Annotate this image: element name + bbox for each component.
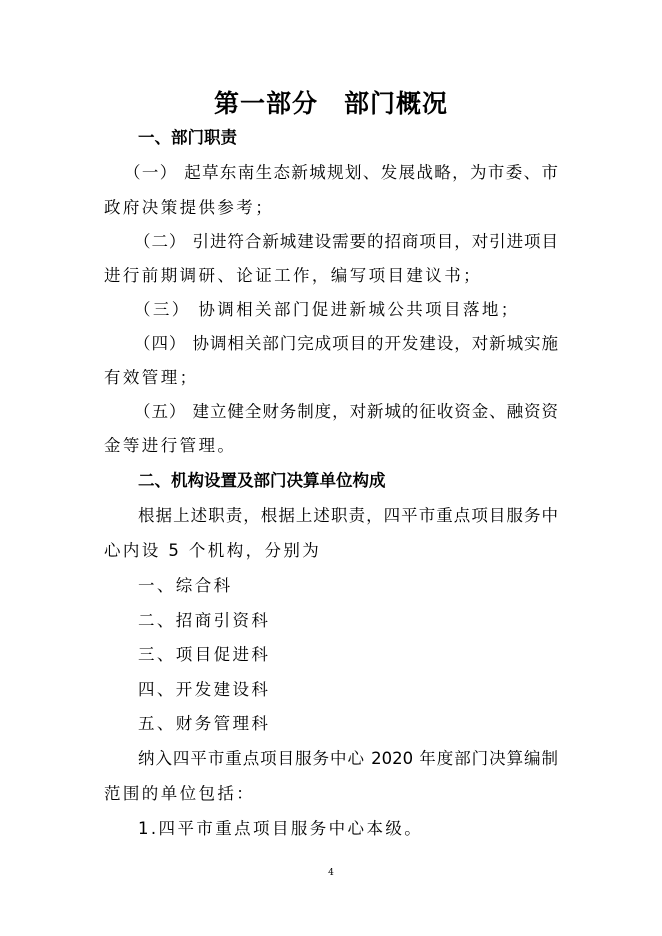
duty-item-4-line-2: 有效管理；: [104, 368, 199, 387]
department-item: 三、项目促进科: [138, 645, 271, 664]
department-item: 一、综合科: [138, 576, 233, 595]
scope-line-2: 范围的单位包括：: [104, 784, 256, 803]
unit-item: 1.四平市重点项目服务中心本级。: [138, 819, 424, 838]
structure-intro-line-2: 心内设 5 个机构，分别为: [104, 541, 322, 560]
scope-line-1: 纳入四平市重点项目服务中心 2020 年度部门决算编制: [138, 749, 558, 768]
duty-item-1-line-1: （一） 起草东南生态新城规划、发展战略，为市委、市: [124, 163, 558, 182]
page-title: 第一部分 部门概况: [213, 89, 448, 118]
duty-item-2-line-2: 进行前期调研、论证工作，编写项目建议书；: [104, 266, 482, 285]
structure-intro-line-1: 根据上述职责，根据上述职责，四平市重点项目服务中: [138, 506, 558, 525]
department-item: 五、财务管理科: [138, 714, 271, 733]
duty-item-3-line-1: （三） 协调相关部门促进新城公共项目落地；: [134, 300, 520, 319]
duty-item-2-line-1: （二） 引进符合新城建设需要的招商项目，对引进项目: [134, 232, 558, 251]
duty-item-5-line-1: （五） 建立健全财务制度，对新城的征收资金、融资资: [134, 402, 558, 421]
page-number: 4: [328, 868, 334, 878]
section-heading-structure: 二、机构设置及部门决算单位构成: [138, 471, 386, 490]
section-heading-duties: 一、部门职责: [138, 128, 237, 147]
duty-item-1-line-2: 政府决策提供参考；: [104, 198, 275, 217]
duty-item-4-line-1: （四） 协调相关部门完成项目的开发建设，对新城实施: [134, 334, 558, 353]
duty-item-5-line-2: 金等进行管理。: [104, 436, 237, 455]
department-item: 四、开发建设科: [138, 680, 271, 699]
department-item: 二、招商引资科: [138, 611, 271, 630]
